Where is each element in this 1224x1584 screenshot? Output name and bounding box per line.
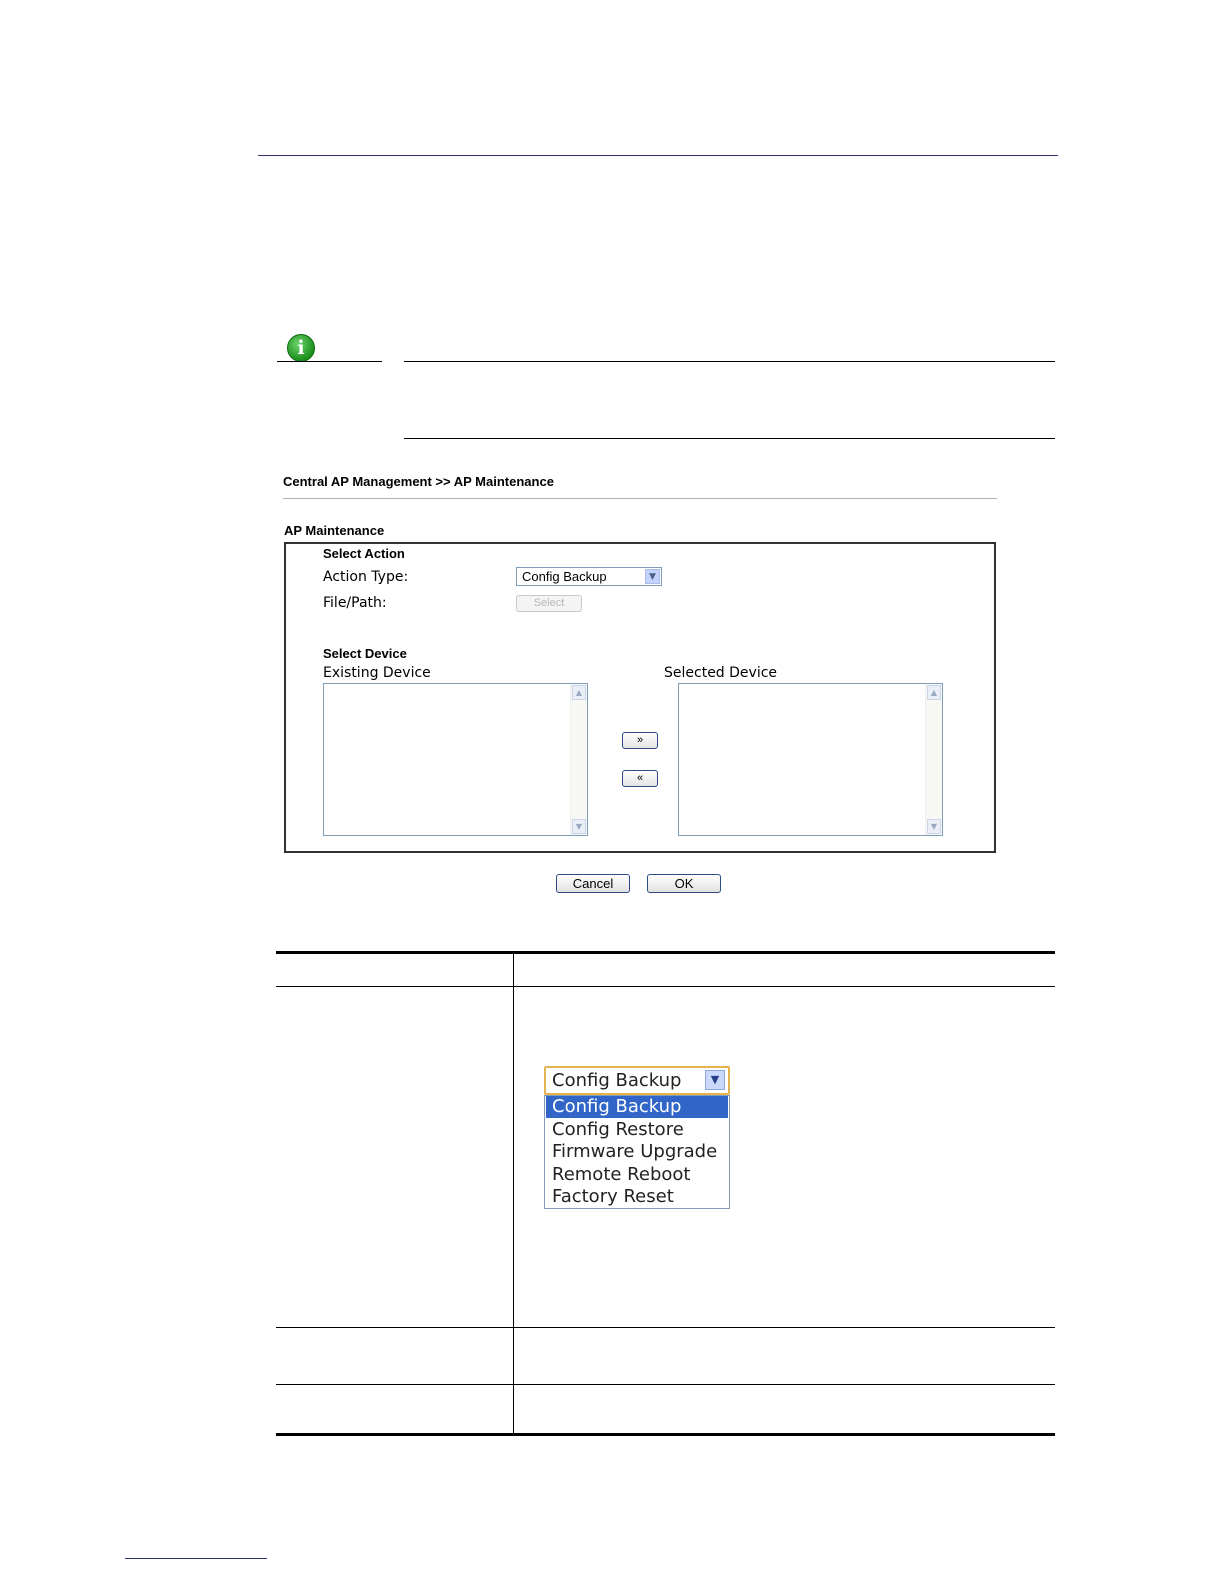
dropdown-option[interactable]: Config Restore: [552, 1119, 684, 1140]
ok-button[interactable]: OK: [647, 874, 721, 893]
table-row-rule: [276, 1327, 1055, 1328]
table-header-rule: [276, 986, 1055, 987]
file-select-button[interactable]: Select: [516, 595, 582, 612]
arrow-down-icon[interactable]: ▼: [572, 819, 586, 834]
existing-device-list[interactable]: [323, 683, 588, 836]
action-type-value: Config Backup: [522, 569, 607, 584]
table-top-rule: [276, 951, 1055, 954]
table-row-rule: [276, 1384, 1055, 1385]
dropdown-option[interactable]: Config Backup: [546, 1096, 728, 1118]
move-right-button[interactable]: »: [622, 732, 658, 749]
selected-device-list[interactable]: [678, 683, 943, 836]
selected-device-label: Selected Device: [664, 665, 778, 681]
action-type-select[interactable]: [516, 567, 662, 586]
dropdown-value: Config Backup: [552, 1070, 682, 1091]
arrow-up-icon[interactable]: ▲: [572, 685, 586, 700]
existing-device-label: Existing Device: [323, 665, 431, 681]
dropdown-option[interactable]: Factory Reset: [552, 1186, 674, 1207]
scrollbar[interactable]: [925, 684, 942, 835]
action-type-label: Action Type:: [323, 569, 409, 585]
cancel-button[interactable]: Cancel: [556, 874, 630, 893]
info-icon: i: [287, 334, 315, 362]
arrow-up-icon[interactable]: ▲: [927, 685, 941, 700]
table-bottom-rule: [276, 1433, 1055, 1436]
chevron-down-icon[interactable]: ▼: [705, 1070, 725, 1090]
chevron-down-icon[interactable]: ▼: [645, 569, 660, 584]
note-rule-short: [277, 361, 382, 362]
arrow-down-icon[interactable]: ▼: [927, 819, 941, 834]
select-action-heading: Select Action: [323, 546, 405, 561]
dropdown-option[interactable]: Remote Reboot: [552, 1164, 691, 1185]
breadcrumb-rule: [283, 498, 997, 499]
action-type-dropdown-example[interactable]: [544, 1066, 730, 1095]
section-title: AP Maintenance: [284, 523, 385, 538]
move-left-button[interactable]: «: [622, 770, 658, 787]
note-rule-top: [404, 361, 1055, 362]
dropdown-options-list: [544, 1095, 730, 1209]
note-rule-bottom: [404, 438, 1055, 439]
file-path-label: File/Path:: [323, 595, 387, 611]
table-column-divider: [513, 953, 514, 1434]
breadcrumb: Central AP Management >> AP Maintenance: [283, 474, 554, 489]
dropdown-option[interactable]: Firmware Upgrade: [552, 1141, 718, 1162]
footer-rule: [125, 1558, 267, 1559]
select-device-heading: Select Device: [323, 646, 407, 661]
scrollbar[interactable]: [570, 684, 587, 835]
header-rule: [258, 155, 1058, 156]
